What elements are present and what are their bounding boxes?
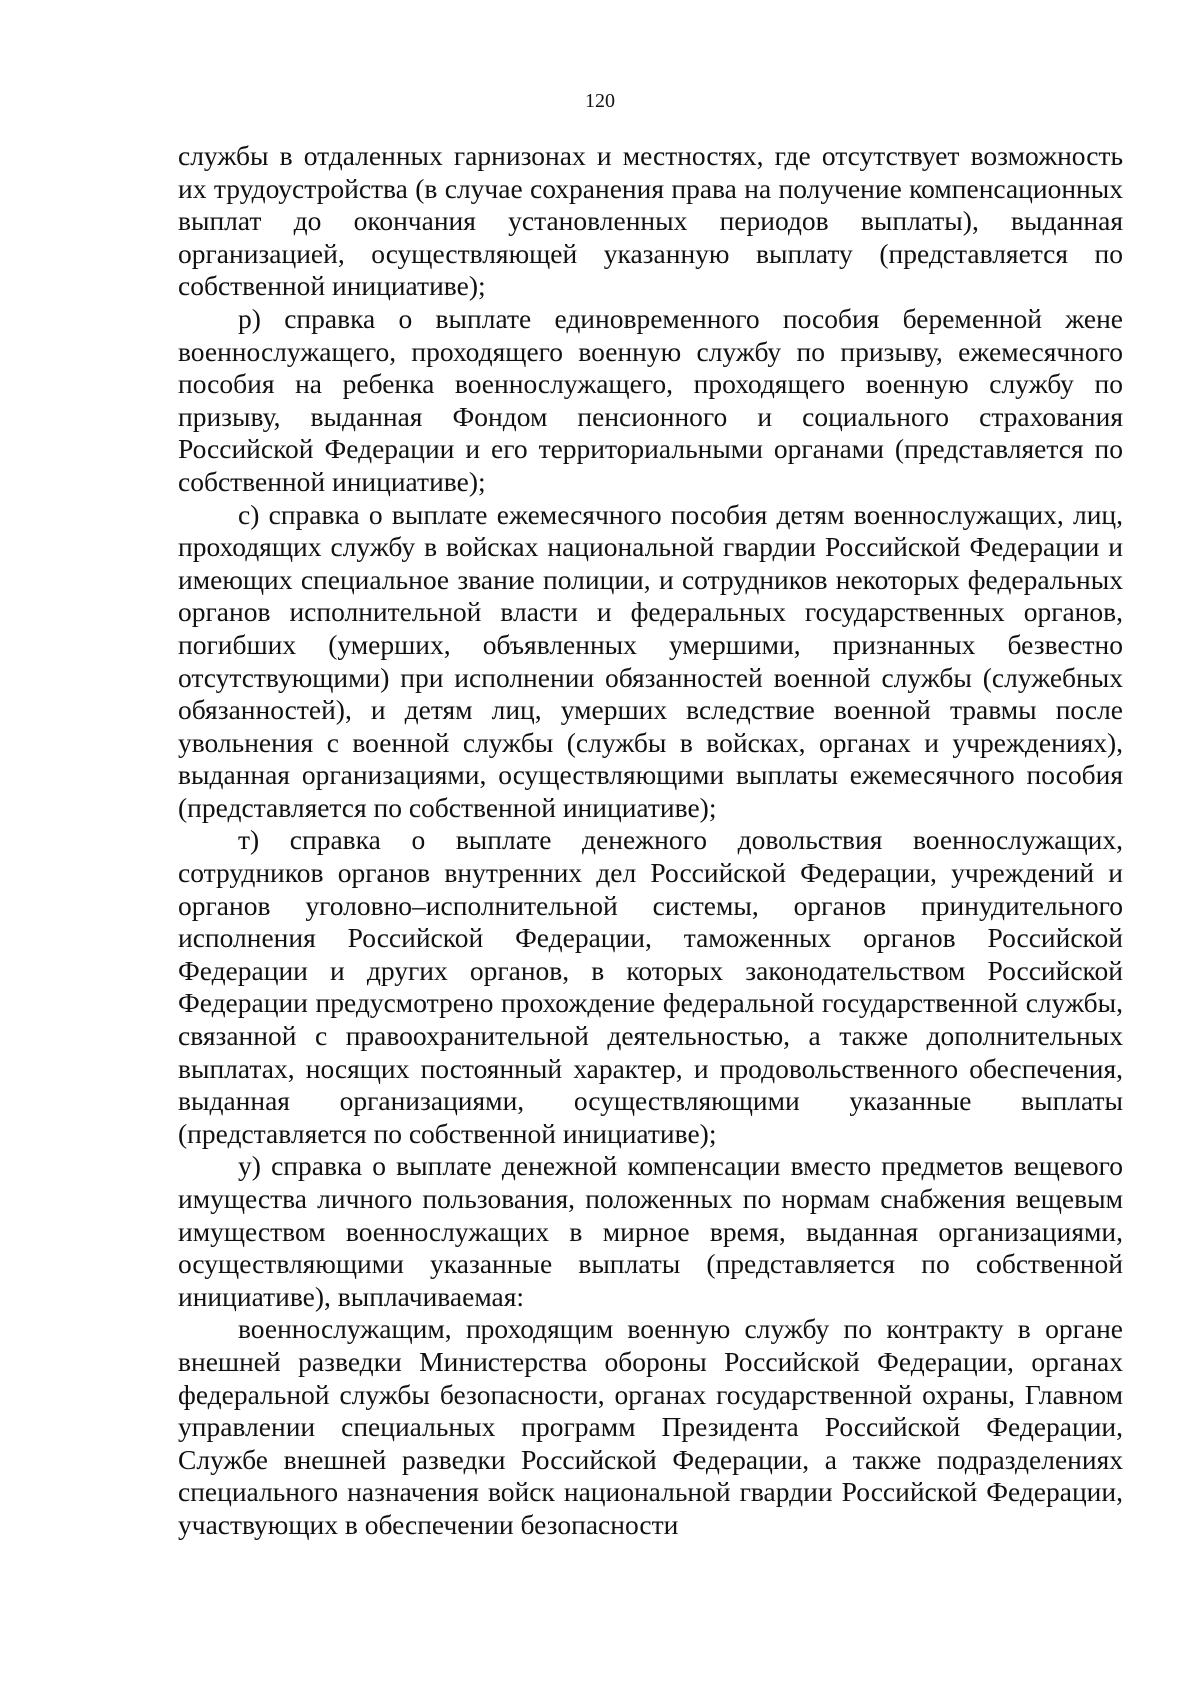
page-number: 120 [585,90,615,112]
paragraph-continuation: службы в отдаленных гарнизонах и местностях, где отсутствует возможность их трудоустройства (в случае сохранения права на получение компенсационных выплат до окончания установленных периодов выплаты), выданная организацией, осуществляющей указанную выплату (представляется по собственной инициативе); [178,140,1123,302]
paragraph-item-s: с) справка о выплате ежемесячного пособия детям военнослужащих, лиц, проходящих службу в войсках национальной гвардии Российской Федерации и имеющих специальное звание полиции, и сотрудников некоторых федеральных органов исполнительной власти и федеральных государственных органов, погибших (умерших, объявленных умершими, признанных безвестно отсутствующими) при исполнении обязанностей военной службы (служебных обязанностей), и детям лиц, умерших вследствие военной травмы после увольнения с военной службы (службы в войсках, органах и учреждениях), выданная организациями, осуществляющими выплаты ежемесячного пособия (представляется по собственной инициативе); [178,498,1123,823]
document-body [178,140,1123,1542]
paragraph-item-t: т) справка о выплате денежного довольствия военнослужащих, сотрудников органов внутренних дел Российской Федерации, учреждений и органов уголовно–исполнительной системы, органов принудительного исполнения Российской Федерации, таможенных органов Российской Федерации и других органов, в которых законодательством Российской Федерации предусмотрено прохождение федеральной государственной службы, связанной с правоохранительной деятельностью, а также дополнительных выплатах, носящих постоянный характер, и продовольственного обеспечения, выданная организациями, осуществляющими указанные выплаты (представляется по собственной инициативе); [178,824,1123,1149]
paragraph-item-u: у) справка о выплате денежной компенсации вместо предметов вещевого имущества личного пользования, положенных по нормам снабжения вещевым имуществом военнослужащих в мирное время, выданная организациями, осуществляющими указанные выплаты (представляется по собственной инициативе), выплачиваемая: [178,1150,1123,1312]
paragraph-item-u-detail: военнослужащим, проходящим военную службу по контракту в органе внешней разведки Министерства обороны Российской Федерации, органах федеральной службы безопасности, органах государственной охраны, Главном управлении специальных программ Президента Российской Федерации, Службе внешней разведки Российской Федерации, а также подразделениях специального назначения войск национальной гвардии Российской Федерации, участвующих в обеспечении безопасности [178,1313,1123,1540]
paragraph-item-r: р) справка о выплате единовременного пособия беременной жене военнослужащего, проходящего военную службу по призыву, ежемесячного пособия на ребенка военнослужащего, проходящего военную службу по призыву, выданная Фондом пенсионного и социального страхования Российской Федерации и его территориальными органами (представляется по собственной инициативе); [178,302,1123,497]
